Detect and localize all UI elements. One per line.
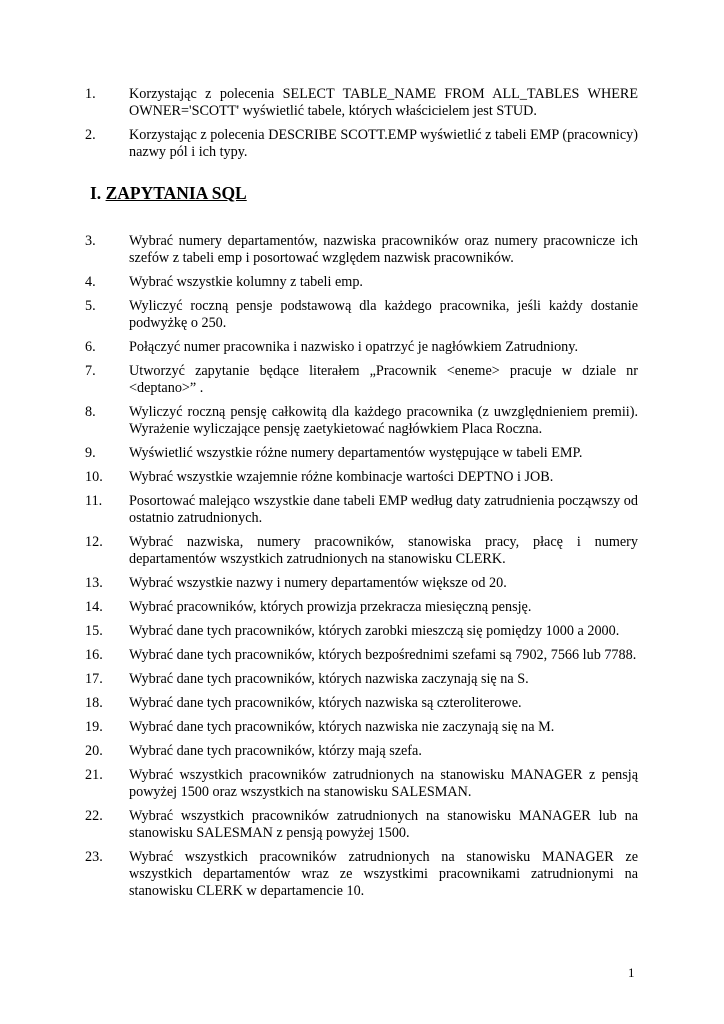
list-item [85,743,638,760]
item-number: 20. [85,743,103,759]
list-item [85,127,638,161]
exercise-list [85,233,638,907]
list-item [85,298,638,332]
item-number: 15. [85,623,103,639]
item-number: 7. [85,363,96,379]
list-item [85,647,638,664]
item-text: Wybrać dane tych pracowników, których nazwiska zaczynają się na S. [129,671,529,687]
list-item [85,808,638,842]
item-number: 9. [85,445,96,461]
item-number: 11. [85,493,103,509]
item-text: Wybrać wszystkich pracowników zatrudnionych na stanowisku MANAGER z pensją powyżej 1500 oraz wszystkich na stanowisku SALESMAN. [129,767,638,800]
section-prefix: I. [90,183,106,203]
item-number: 23. [85,849,103,865]
item-number: 12. [85,534,103,550]
list-item [85,849,638,900]
list-item [85,695,638,712]
item-number: 13. [85,575,103,591]
item-text: Wybrać wszystkich pracowników zatrudnionych na stanowisku MANAGER lub na stanowisku SALESMAN z pensją powyżej 1500. [129,808,638,841]
list-item [85,719,638,736]
list-item [85,534,638,568]
item-text: Korzystając z polecenia SELECT TABLE_NAME FROM ALL_TABLES WHERE OWNER='SCOTT' wyświetlić tabele, których właścicielem jest STUD. [129,86,638,119]
item-text: Wybrać nazwiska, numery pracowników, stanowiska pracy, płacę i numery departamentów wszystkich zatrudnionych na stanowisku CLERK. [129,534,638,567]
item-text: Wybrać wszystkie wzajemnie różne kombinacje wartości DEPTNO i JOB. [129,469,554,485]
item-number: 2. [85,127,96,143]
item-text: Wybrać dane tych pracowników, których nazwiska nie zaczynają się na M. [129,719,555,735]
item-text: Połączyć numer pracownika i nazwisko i opatrzyć je nagłówkiem Zatrudniony. [129,339,578,355]
item-number: 16. [85,647,103,663]
item-text: Wyświetlić wszystkie różne numery departamentów występujące w tabeli EMP. [129,445,583,461]
item-text: Wybrać wszystkie kolumny z tabeli emp. [129,274,363,290]
list-item [85,623,638,640]
item-number: 6. [85,339,96,355]
item-number: 1. [85,86,96,102]
item-text: Korzystając z polecenia DESCRIBE SCOTT.EMP wyświetlić z tabeli EMP (pracownicy) nazwy pól i ich typy. [129,127,638,160]
list-item [85,404,638,438]
list-item [85,274,638,291]
item-number: 3. [85,233,96,249]
item-text: Wybrać wszystkich pracowników zatrudnionych na stanowisku MANAGER ze wszystkich departamentów wraz ze wszystkimi pracownikami zatrudnionymi na stanowisku CLERK w departamencie 10. [129,849,638,899]
item-number: 21. [85,767,103,783]
item-text: Wybrać numery departamentów, nazwiska pracowników oraz numery pracownicze ich szefów z tabeli emp i posortować względem nazwisk pracowników. [129,233,638,266]
item-text: Wybrać pracowników, których prowizja przekracza miesięczną pensję. [129,599,532,615]
list-item [85,445,638,462]
item-text: Wybrać wszystkie nazwy i numery departamentów większe od 20. [129,575,507,591]
item-number: 19. [85,719,103,735]
list-item [85,599,638,616]
item-number: 5. [85,298,96,314]
item-number: 18. [85,695,103,711]
item-number: 8. [85,404,96,420]
item-text: Wybrać dane tych pracowników, którzy mają szefa. [129,743,422,759]
list-item [85,671,638,688]
item-text: Utworzyć zapytanie będące literałem „Pracownik <eneme> pracuje w dziale nr <deptano>” . [129,363,638,396]
list-item [85,233,638,267]
list-item [85,339,638,356]
item-text: Wybrać dane tych pracowników, których bezpośrednimi szefami są 7902, 7566 lub 7788. [129,647,637,663]
section-heading [90,182,247,204]
item-number: 17. [85,671,103,687]
item-text: Wyliczyć roczną pensje podstawową dla każdego pracownika, jeśli każdy dostanie podwyżkę o 250. [129,298,638,331]
list-item [85,469,638,486]
section-title: ZAPYTANIA SQL [105,183,247,203]
list-item [85,493,638,527]
item-text: Wybrać dane tych pracowników, których zarobki mieszczą się pomiędzy 1000 a 2000. [129,623,620,639]
list-item [85,767,638,801]
item-text: Posortować malejąco wszystkie dane tabeli EMP według daty zatrudnienia począwszy od ostatnio zatrudnionych. [129,493,638,526]
item-number: 10. [85,469,103,485]
item-text: Wyliczyć roczną pensję całkowitą dla każdego pracownika (z uwzględnieniem premii). Wyrażenie wyliczające pensję zaetykietować nagłówkiem Placa Roczna. [129,404,638,437]
item-number: 4. [85,274,96,290]
list-item [85,86,638,120]
item-number: 22. [85,808,103,824]
item-number: 14. [85,599,103,615]
intro-list [85,86,638,168]
list-item [85,575,638,592]
item-text: Wybrać dane tych pracowników, których nazwiska są czteroliterowe. [129,695,522,711]
list-item [85,363,638,397]
page-number: 1 [628,965,635,980]
